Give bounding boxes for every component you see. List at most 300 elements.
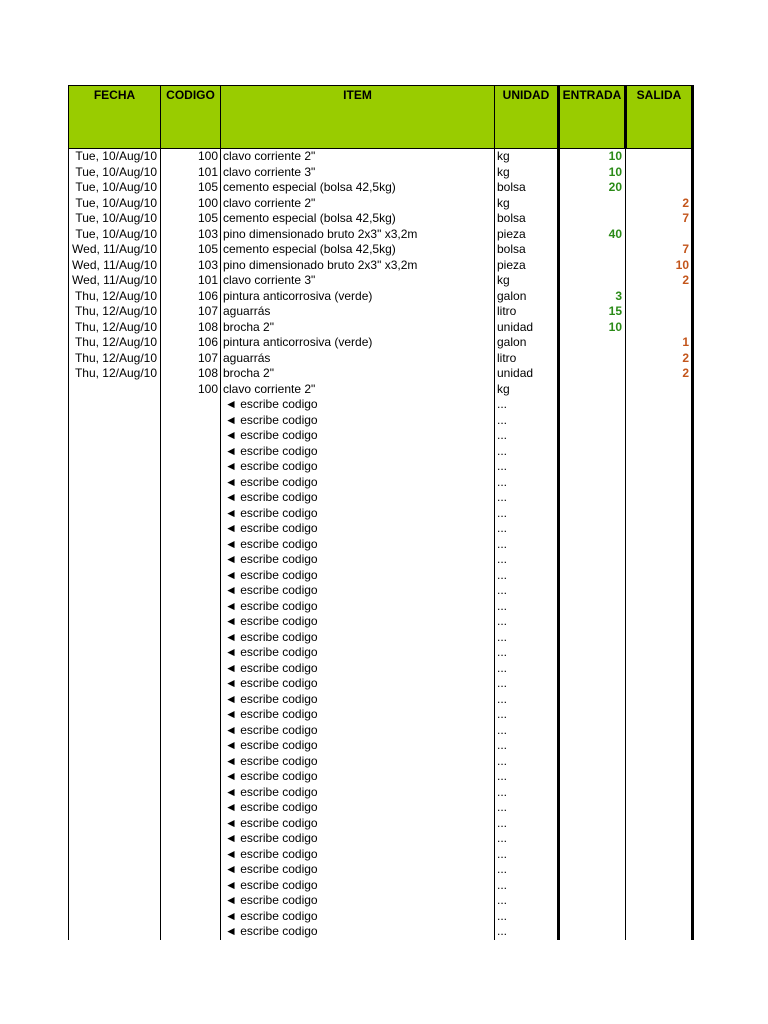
cell-salida[interactable] [626, 893, 693, 909]
cell-item[interactable]: ◄ escribe codigo [225, 800, 318, 814]
cell-entrada[interactable]: 10 [559, 320, 626, 336]
cell-entrada[interactable] [559, 676, 626, 692]
cell-item[interactable]: ◄ escribe codigo [225, 598, 318, 613]
cell-unidad[interactable]: ... [495, 537, 559, 553]
cell-fecha[interactable] [69, 475, 161, 491]
cell-item[interactable]: pino dimensionado bruto 2x3" x3,2m [223, 257, 418, 272]
cell-unidad[interactable]: kg [495, 382, 559, 398]
cell-item[interactable]: aguarrás [223, 304, 271, 318]
cell-entrada[interactable] [559, 692, 626, 708]
cell-salida[interactable]: 1 [626, 335, 693, 351]
cell-entrada[interactable] [559, 816, 626, 832]
cell-codigo[interactable] [161, 707, 221, 723]
cell-item[interactable]: ◄ escribe codigo [225, 738, 318, 752]
cell-item[interactable]: ◄ escribe codigo [225, 691, 318, 706]
cell-item[interactable]: cemento especial (bolsa 42,5kg) [223, 211, 396, 225]
cell-unidad[interactable]: ... [495, 800, 559, 816]
cell-fecha[interactable]: Thu, 12/Aug/10 [69, 335, 161, 351]
cell-codigo[interactable] [161, 769, 221, 785]
header-entrada[interactable]: ENTRADA [559, 86, 626, 149]
cell-salida[interactable]: 7 [626, 242, 693, 258]
cell-fecha[interactable] [69, 909, 161, 925]
cell-entrada[interactable] [559, 242, 626, 258]
cell-entrada[interactable] [559, 893, 626, 909]
cell-fecha[interactable] [69, 599, 161, 615]
cell-item[interactable]: ◄ escribe codigo [225, 521, 318, 535]
cell-item[interactable]: ◄ escribe codigo [225, 474, 318, 489]
cell-entrada[interactable] [559, 723, 626, 739]
cell-codigo[interactable]: 105 [161, 242, 221, 258]
cell-fecha[interactable] [69, 630, 161, 646]
cell-entrada[interactable] [559, 444, 626, 460]
cell-entrada[interactable] [559, 196, 626, 212]
cell-entrada[interactable] [559, 800, 626, 816]
cell-entrada[interactable] [559, 211, 626, 227]
cell-unidad[interactable]: galon [495, 335, 559, 351]
cell-fecha[interactable] [69, 676, 161, 692]
cell-codigo[interactable] [161, 506, 221, 522]
cell-codigo[interactable] [161, 862, 221, 878]
cell-item[interactable]: ◄ escribe codigo [225, 660, 318, 675]
cell-fecha[interactable]: Tue, 10/Aug/10 [69, 165, 161, 181]
cell-unidad[interactable]: litro [495, 304, 559, 320]
cell-fecha[interactable]: Thu, 12/Aug/10 [69, 304, 161, 320]
cell-item[interactable]: ◄ escribe codigo [225, 722, 318, 737]
cell-salida[interactable] [626, 180, 693, 196]
cell-entrada[interactable] [559, 273, 626, 289]
cell-entrada[interactable] [559, 738, 626, 754]
cell-salida[interactable] [626, 847, 693, 863]
cell-item[interactable]: pintura anticorrosiva (verde) [223, 288, 373, 303]
cell-entrada[interactable] [559, 506, 626, 522]
cell-unidad[interactable]: ... [495, 707, 559, 723]
cell-unidad[interactable]: ... [495, 428, 559, 444]
cell-entrada[interactable] [559, 909, 626, 925]
cell-unidad[interactable]: ... [495, 723, 559, 739]
cell-codigo[interactable] [161, 444, 221, 460]
cell-item[interactable]: brocha 2" [223, 319, 274, 334]
cell-unidad[interactable]: pieza [495, 258, 559, 274]
cell-salida[interactable] [626, 645, 693, 661]
cell-unidad[interactable]: ... [495, 769, 559, 785]
cell-item[interactable]: ◄ escribe codigo [225, 877, 318, 892]
cell-salida[interactable] [626, 459, 693, 475]
cell-item[interactable]: ◄ escribe codigo [225, 645, 318, 659]
cell-unidad[interactable]: ... [495, 475, 559, 491]
cell-entrada[interactable]: 10 [559, 165, 626, 181]
cell-item[interactable]: pino dimensionado bruto 2x3" x3,2m [223, 226, 418, 241]
cell-fecha[interactable] [69, 924, 161, 940]
cell-unidad[interactable]: kg [495, 196, 559, 212]
cell-salida[interactable] [626, 521, 693, 537]
cell-item[interactable]: ◄ escribe codigo [225, 552, 318, 566]
cell-fecha[interactable] [69, 552, 161, 568]
cell-fecha[interactable]: Tue, 10/Aug/10 [69, 211, 161, 227]
cell-fecha[interactable]: Wed, 11/Aug/10 [69, 258, 161, 274]
cell-codigo[interactable] [161, 552, 221, 568]
cell-salida[interactable] [626, 800, 693, 816]
cell-entrada[interactable] [559, 552, 626, 568]
cell-salida[interactable]: 2 [626, 273, 693, 289]
cell-codigo[interactable] [161, 661, 221, 677]
cell-item[interactable]: clavo corriente 2" [223, 195, 316, 210]
cell-entrada[interactable]: 3 [559, 289, 626, 305]
cell-codigo[interactable] [161, 893, 221, 909]
cell-item[interactable]: ◄ escribe codigo [225, 924, 318, 938]
cell-codigo[interactable] [161, 785, 221, 801]
cell-codigo[interactable]: 106 [161, 289, 221, 305]
cell-entrada[interactable]: 40 [559, 227, 626, 243]
cell-item[interactable]: ◄ escribe codigo [225, 753, 318, 768]
cell-item[interactable]: ◄ escribe codigo [225, 862, 318, 876]
cell-codigo[interactable] [161, 568, 221, 584]
cell-codigo[interactable]: 106 [161, 335, 221, 351]
cell-salida[interactable] [626, 382, 693, 398]
cell-entrada[interactable] [559, 258, 626, 274]
cell-codigo[interactable] [161, 847, 221, 863]
cell-unidad[interactable]: ... [495, 490, 559, 506]
cell-unidad[interactable]: ... [495, 878, 559, 894]
cell-fecha[interactable] [69, 785, 161, 801]
cell-unidad[interactable]: ... [495, 924, 559, 940]
cell-entrada[interactable] [559, 707, 626, 723]
cell-item[interactable]: ◄ escribe codigo [225, 676, 318, 690]
cell-fecha[interactable] [69, 537, 161, 553]
cell-codigo[interactable] [161, 521, 221, 537]
cell-unidad[interactable]: kg [495, 273, 559, 289]
cell-entrada[interactable] [559, 754, 626, 770]
cell-item[interactable]: ◄ escribe codigo [225, 908, 318, 923]
cell-entrada[interactable] [559, 831, 626, 847]
cell-salida[interactable] [626, 583, 693, 599]
cell-entrada[interactable] [559, 428, 626, 444]
cell-unidad[interactable]: ... [495, 583, 559, 599]
cell-fecha[interactable] [69, 506, 161, 522]
cell-entrada[interactable] [559, 862, 626, 878]
cell-codigo[interactable]: 105 [161, 211, 221, 227]
cell-entrada[interactable] [559, 645, 626, 661]
cell-codigo[interactable]: 108 [161, 320, 221, 336]
cell-fecha[interactable] [69, 413, 161, 429]
cell-unidad[interactable]: ... [495, 831, 559, 847]
cell-entrada[interactable] [559, 366, 626, 382]
cell-salida[interactable] [626, 769, 693, 785]
cell-codigo[interactable] [161, 475, 221, 491]
cell-codigo[interactable] [161, 723, 221, 739]
cell-codigo[interactable]: 107 [161, 304, 221, 320]
cell-salida[interactable] [626, 444, 693, 460]
header-codigo[interactable]: CODIGO [161, 86, 221, 149]
cell-codigo[interactable] [161, 599, 221, 615]
cell-unidad[interactable]: ... [495, 645, 559, 661]
cell-unidad[interactable]: ... [495, 413, 559, 429]
cell-fecha[interactable] [69, 444, 161, 460]
cell-unidad[interactable]: ... [495, 614, 559, 630]
cell-item[interactable]: ◄ escribe codigo [225, 536, 318, 551]
cell-entrada[interactable] [559, 583, 626, 599]
cell-item[interactable]: ◄ escribe codigo [225, 893, 318, 907]
cell-salida[interactable] [626, 506, 693, 522]
cell-codigo[interactable]: 103 [161, 258, 221, 274]
cell-salida[interactable] [626, 754, 693, 770]
cell-salida[interactable] [626, 537, 693, 553]
cell-codigo[interactable] [161, 614, 221, 630]
cell-item[interactable]: ◄ escribe codigo [225, 459, 318, 473]
cell-unidad[interactable]: ... [495, 661, 559, 677]
cell-codigo[interactable]: 101 [161, 273, 221, 289]
cell-codigo[interactable] [161, 816, 221, 832]
cell-entrada[interactable] [559, 521, 626, 537]
cell-fecha[interactable] [69, 878, 161, 894]
cell-fecha[interactable] [69, 459, 161, 475]
cell-codigo[interactable]: 107 [161, 351, 221, 367]
cell-unidad[interactable]: ... [495, 444, 559, 460]
cell-fecha[interactable] [69, 707, 161, 723]
cell-salida[interactable]: 2 [626, 351, 693, 367]
cell-entrada[interactable] [559, 661, 626, 677]
cell-item[interactable]: ◄ escribe codigo [225, 567, 318, 582]
cell-unidad[interactable]: pieza [495, 227, 559, 243]
cell-item[interactable]: ◄ escribe codigo [225, 769, 318, 783]
cell-unidad[interactable]: ... [495, 676, 559, 692]
cell-fecha[interactable] [69, 831, 161, 847]
cell-entrada[interactable] [559, 382, 626, 398]
cell-codigo[interactable] [161, 413, 221, 429]
cell-salida[interactable] [626, 738, 693, 754]
cell-item[interactable]: ◄ escribe codigo [225, 614, 318, 628]
cell-entrada[interactable] [559, 413, 626, 429]
cell-codigo[interactable]: 100 [161, 149, 221, 165]
cell-unidad[interactable]: ... [495, 692, 559, 708]
cell-unidad[interactable]: ... [495, 568, 559, 584]
cell-entrada[interactable] [559, 924, 626, 940]
cell-item[interactable]: cemento especial (bolsa 42,5kg) [223, 242, 396, 256]
cell-item[interactable]: brocha 2" [223, 366, 274, 380]
cell-fecha[interactable] [69, 583, 161, 599]
cell-unidad[interactable]: ... [495, 397, 559, 413]
cell-salida[interactable] [626, 490, 693, 506]
cell-unidad[interactable]: ... [495, 909, 559, 925]
cell-fecha[interactable] [69, 521, 161, 537]
cell-salida[interactable] [626, 320, 693, 336]
cell-codigo[interactable] [161, 878, 221, 894]
cell-codigo[interactable]: 105 [161, 180, 221, 196]
cell-item[interactable]: cemento especial (bolsa 42,5kg) [223, 180, 396, 194]
cell-salida[interactable] [626, 723, 693, 739]
cell-unidad[interactable]: ... [495, 738, 559, 754]
cell-entrada[interactable] [559, 397, 626, 413]
cell-entrada[interactable] [559, 878, 626, 894]
cell-entrada[interactable] [559, 537, 626, 553]
cell-item[interactable]: ◄ escribe codigo [225, 428, 318, 442]
cell-item[interactable]: ◄ escribe codigo [225, 443, 318, 458]
cell-entrada[interactable] [559, 847, 626, 863]
cell-entrada[interactable] [559, 769, 626, 785]
cell-fecha[interactable] [69, 738, 161, 754]
cell-salida[interactable] [626, 676, 693, 692]
cell-fecha[interactable] [69, 490, 161, 506]
cell-salida[interactable] [626, 227, 693, 243]
cell-unidad[interactable]: ... [495, 506, 559, 522]
cell-entrada[interactable] [559, 335, 626, 351]
cell-salida[interactable] [626, 475, 693, 491]
cell-salida[interactable]: 2 [626, 366, 693, 382]
cell-unidad[interactable]: kg [495, 149, 559, 165]
cell-unidad[interactable]: galon [495, 289, 559, 305]
cell-fecha[interactable]: Thu, 12/Aug/10 [69, 366, 161, 382]
cell-unidad[interactable]: litro [495, 351, 559, 367]
cell-salida[interactable] [626, 304, 693, 320]
cell-fecha[interactable] [69, 769, 161, 785]
cell-item[interactable]: ◄ escribe codigo [225, 505, 318, 520]
cell-codigo[interactable] [161, 909, 221, 925]
cell-salida[interactable] [626, 552, 693, 568]
header-salida[interactable]: SALIDA [626, 86, 693, 149]
header-unidad[interactable]: UNIDAD [495, 86, 559, 149]
cell-salida[interactable]: 2 [626, 196, 693, 212]
cell-unidad[interactable]: ... [495, 521, 559, 537]
cell-item[interactable]: ◄ escribe codigo [225, 815, 318, 830]
cell-salida[interactable] [626, 149, 693, 165]
cell-entrada[interactable]: 15 [559, 304, 626, 320]
cell-fecha[interactable]: Wed, 11/Aug/10 [69, 242, 161, 258]
cell-fecha[interactable]: Thu, 12/Aug/10 [69, 351, 161, 367]
cell-codigo[interactable]: 103 [161, 227, 221, 243]
cell-fecha[interactable] [69, 692, 161, 708]
cell-entrada[interactable] [559, 568, 626, 584]
cell-fecha[interactable]: Tue, 10/Aug/10 [69, 227, 161, 243]
header-item[interactable]: ITEM [221, 86, 495, 149]
cell-unidad[interactable]: bolsa [495, 242, 559, 258]
cell-fecha[interactable] [69, 754, 161, 770]
cell-unidad[interactable]: ... [495, 785, 559, 801]
cell-item[interactable]: aguarrás [223, 350, 271, 365]
cell-codigo[interactable]: 100 [161, 382, 221, 398]
cell-fecha[interactable] [69, 568, 161, 584]
cell-salida[interactable] [626, 661, 693, 677]
cell-codigo[interactable] [161, 630, 221, 646]
cell-codigo[interactable] [161, 831, 221, 847]
cell-salida[interactable] [626, 165, 693, 181]
cell-salida[interactable] [626, 413, 693, 429]
cell-codigo[interactable] [161, 754, 221, 770]
cell-fecha[interactable] [69, 645, 161, 661]
cell-codigo[interactable] [161, 428, 221, 444]
cell-salida[interactable] [626, 397, 693, 413]
cell-salida[interactable]: 10 [626, 258, 693, 274]
cell-fecha[interactable] [69, 800, 161, 816]
cell-entrada[interactable] [559, 490, 626, 506]
cell-fecha[interactable] [69, 397, 161, 413]
cell-unidad[interactable]: ... [495, 552, 559, 568]
cell-entrada[interactable]: 10 [559, 149, 626, 165]
cell-fecha[interactable]: Tue, 10/Aug/10 [69, 196, 161, 212]
cell-salida[interactable] [626, 614, 693, 630]
cell-salida[interactable] [626, 831, 693, 847]
cell-salida[interactable] [626, 428, 693, 444]
cell-codigo[interactable] [161, 459, 221, 475]
cell-item[interactable]: ◄ escribe codigo [225, 397, 318, 411]
cell-item[interactable]: clavo corriente 2" [223, 381, 316, 396]
cell-fecha[interactable] [69, 428, 161, 444]
cell-entrada[interactable] [559, 614, 626, 630]
cell-item[interactable]: ◄ escribe codigo [225, 583, 318, 597]
cell-item[interactable]: pintura anticorrosiva (verde) [223, 335, 373, 349]
cell-unidad[interactable]: ... [495, 862, 559, 878]
cell-fecha[interactable]: Thu, 12/Aug/10 [69, 320, 161, 336]
cell-salida[interactable] [626, 924, 693, 940]
cell-fecha[interactable] [69, 382, 161, 398]
cell-fecha[interactable]: Tue, 10/Aug/10 [69, 149, 161, 165]
cell-unidad[interactable]: ... [495, 754, 559, 770]
cell-item[interactable]: ◄ escribe codigo [225, 490, 318, 504]
cell-salida[interactable] [626, 909, 693, 925]
cell-salida[interactable] [626, 568, 693, 584]
cell-fecha[interactable] [69, 816, 161, 832]
cell-salida[interactable] [626, 707, 693, 723]
cell-unidad[interactable]: ... [495, 816, 559, 832]
cell-item[interactable]: ◄ escribe codigo [225, 784, 318, 799]
cell-unidad[interactable]: ... [495, 847, 559, 863]
cell-salida[interactable] [626, 878, 693, 894]
cell-entrada[interactable]: 20 [559, 180, 626, 196]
cell-codigo[interactable]: 100 [161, 196, 221, 212]
cell-item[interactable]: clavo corriente 3" [223, 164, 316, 179]
cell-entrada[interactable] [559, 351, 626, 367]
cell-fecha[interactable] [69, 862, 161, 878]
cell-salida[interactable] [626, 599, 693, 615]
cell-unidad[interactable]: ... [495, 630, 559, 646]
cell-codigo[interactable] [161, 537, 221, 553]
cell-salida[interactable] [626, 692, 693, 708]
header-fecha[interactable]: FECHA [69, 86, 161, 149]
cell-entrada[interactable] [559, 459, 626, 475]
cell-unidad[interactable]: kg [495, 165, 559, 181]
cell-fecha[interactable] [69, 893, 161, 909]
cell-fecha[interactable]: Thu, 12/Aug/10 [69, 289, 161, 305]
cell-fecha[interactable]: Tue, 10/Aug/10 [69, 180, 161, 196]
cell-salida[interactable] [626, 862, 693, 878]
cell-fecha[interactable] [69, 661, 161, 677]
cell-fecha[interactable]: Wed, 11/Aug/10 [69, 273, 161, 289]
cell-entrada[interactable] [559, 599, 626, 615]
cell-fecha[interactable] [69, 723, 161, 739]
cell-entrada[interactable] [559, 475, 626, 491]
cell-item[interactable]: clavo corriente 3" [223, 273, 316, 287]
cell-codigo[interactable] [161, 397, 221, 413]
cell-entrada[interactable] [559, 630, 626, 646]
cell-codigo[interactable] [161, 800, 221, 816]
cell-codigo[interactable] [161, 583, 221, 599]
cell-entrada[interactable] [559, 785, 626, 801]
cell-unidad[interactable]: unidad [495, 366, 559, 382]
cell-unidad[interactable]: ... [495, 599, 559, 615]
cell-unidad[interactable]: bolsa [495, 211, 559, 227]
cell-item[interactable]: clavo corriente 2" [223, 149, 316, 163]
cell-unidad[interactable]: ... [495, 459, 559, 475]
cell-item[interactable]: ◄ escribe codigo [225, 846, 318, 861]
cell-codigo[interactable] [161, 490, 221, 506]
cell-salida[interactable] [626, 785, 693, 801]
cell-codigo[interactable] [161, 924, 221, 940]
cell-salida[interactable]: 7 [626, 211, 693, 227]
cell-item[interactable]: ◄ escribe codigo [225, 831, 318, 845]
cell-salida[interactable] [626, 630, 693, 646]
cell-codigo[interactable] [161, 692, 221, 708]
cell-unidad[interactable]: bolsa [495, 180, 559, 196]
cell-fecha[interactable] [69, 614, 161, 630]
cell-codigo[interactable] [161, 645, 221, 661]
